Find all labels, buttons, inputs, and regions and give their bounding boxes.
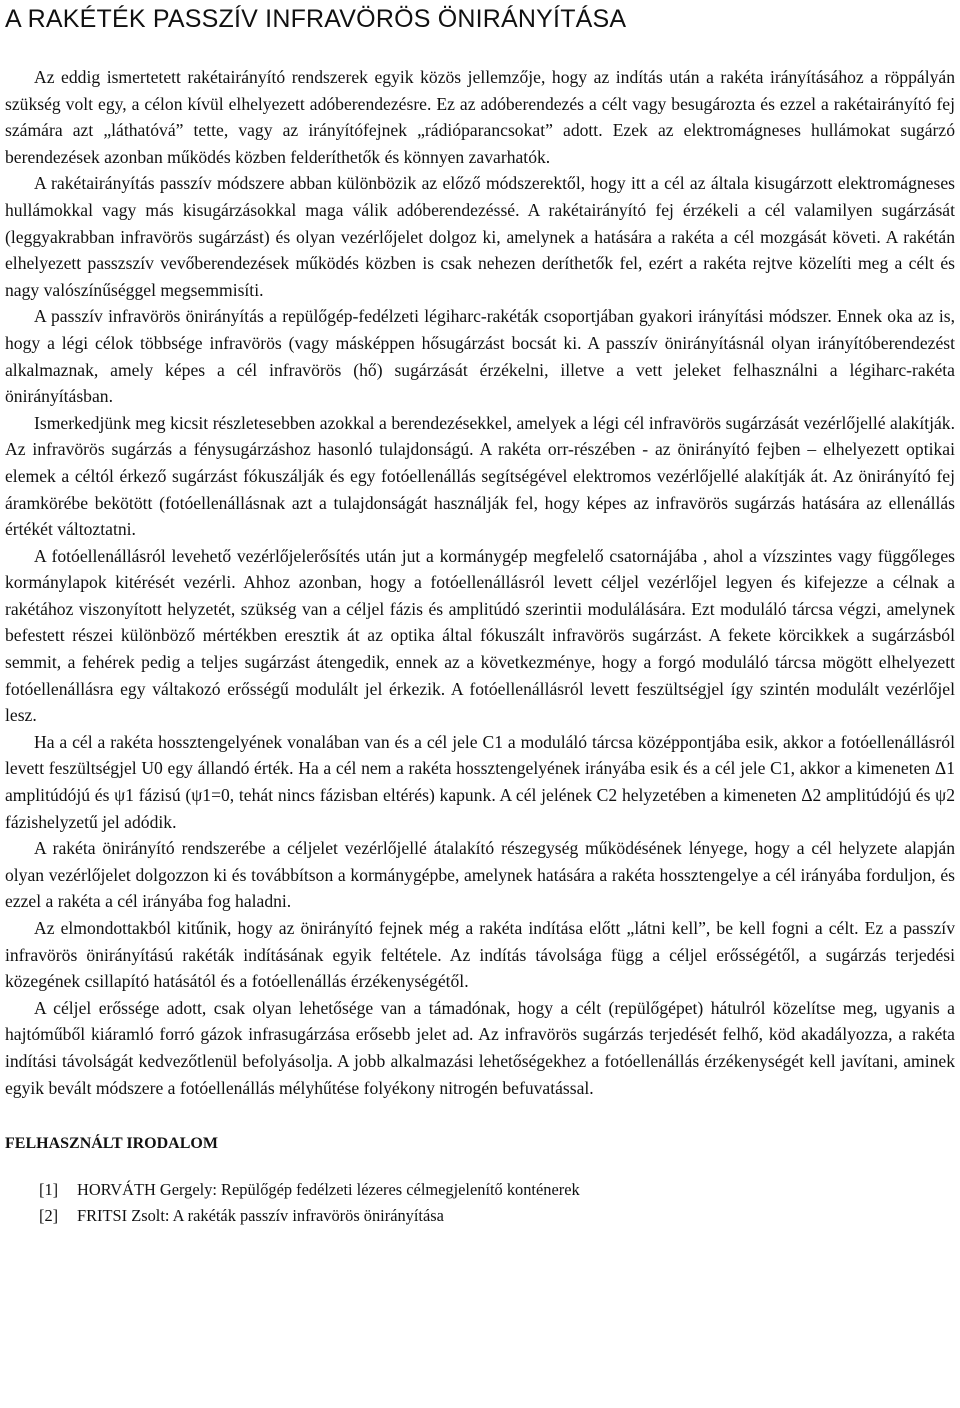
paragraph: A fotóellenállásról levehető vezérlőjelerősítés után jut a kormánygép megfelelő csatornájába , ahol a vízszintes vagy függőleges kormánylapok kitérését vezérli. Ahhoz azonban, hogy a fotóellenállásról levett céljel vezérlőjel legyen és kifejezze a célnak a rakétához viszonyított helyzetét, szükség van a céljel fázis és amplitúdó szerintii modulálására. Ezt moduláló tárcsa végzi, amelynek befestett részei különböző mértékben eresztik át az optika által fókuszált infravörös sugárzást. A fekete körcikkek a sugárzásból semmit, a fehérek pedig a teljes sugárzást átengedik, ennek az a következménye, hogy a forgó moduláló tárcsa mögött elhelyezett fotóellenállásra egy váltakozó erősségű modulált jel érkezik. A fotóellenállásról levett feszültségjel így szintén modulált vezérlőjel lesz.: [5, 545, 955, 726]
paragraph: A rakéta önirányító rendszerébe a céljelet vezérlőjellé átalakító részegység működésének lényege, hogy a cél helyzete alapján olyan vezérlőjelet dolgozzon ki és továbbítson a kormánygépbe, amelynek hatására a rakéta hossztengelye a cél irányába forduljon, és ezzel a rakéta a cél irányába fog haladni.: [5, 838, 955, 912]
references-heading: FELHASZNÁLT IRODALOM: [5, 1135, 218, 1153]
paragraph: Ismerkedjünk meg kicsit részletesebben azokkal a berendezésekkel, amelyek a légi cél infravörös sugárzását vezérlőjellé alakítják. Az infravörös sugárzás a fénysugárzáshoz hasonló tulajdonságú. A rakéta orr-részében - az önirányító fejben – elhelyezett optikai elemek a céltól érkező sugárzást fókuszálják és egy fotóellenállás segítségével elektromos vezérlőjellé alakítják át. Az önirányító fej áramkörébe bekötött (fotóellenállásnak azt a tulajdonságát használják fel, hogy képes az infravörös sugárzás hatására az ellenállás értékét változtatni.: [5, 412, 955, 540]
reference-number: [2]: [39, 1206, 59, 1226]
references-list: [5, 1177, 955, 1229]
reference-text: FRITSI Zsolt: A rakéták passzív infravörös önirányítása: [77, 1206, 444, 1226]
page-title: A RAKÉTÉK PASSZÍV INFRAVÖRÖS ÖNIRÁNYÍTÁSA: [5, 5, 627, 33]
reference-number: [1]: [39, 1180, 59, 1200]
paragraph: A céljel erőssége adott, csak olyan lehetősége van a támadónak, hogy a célt (repülőgépet) hátulról közelítse meg, ugyanis a hajtóműből kiáramló forró gázok infrasugárzása erősebb jelet ad. Az infravörös sugárzás terjedését felhő, köd akadályozza, a rakéta indítási távolságát kedvezőtlenül befolyásolja. A jobb alkalmazási lehetőségekhez a fotóellenállás érzékenységét kell javítani, aminek egyik bevált módszere a fotóellenállás mélyhűtése folyékony nitrogén befuvatással.: [5, 997, 955, 1098]
reference-item: [5, 1177, 955, 1203]
document-page: [5, 0, 955, 1229]
paragraph: Ha a cél a rakéta hossztengelyének vonalában van és a cél jele C1 a moduláló tárcsa középpontjába esik, akkor a fotóellenállásról levett feszültségjel U0 egy állandó érték. Ha a cél nem a rakéta hossztengelyének irányába esik és a cél jele C1, akkor a kimeneten Δ1 amplitúdójú és ψ1 fázisú (ψ1=0, tehát nincs fázisban eltérés) kapunk. A cél jelének C2 helyzetében a kimeneten Δ2 amplitúdójú és ψ2 fázishelyzetű jel adódik.: [5, 731, 955, 832]
paragraph: Az eddig ismertetett rakétairányító rendszerek egyik közös jellemzője, hogy az indítás után a rakéta irányításához a röppályán szükség volt egy, a célon kívül elhelyezett adóberendezésre. Ez az adóberendezés a célt vagy besugározta és ezzel a rakétairányító fej számára azt „láthatóvá” tette, vagy az irányítófejnek „rádióparancsokat” adott. Ezek az elektromágneses hullámokat sugárzó berendezések azonban működés közben felderíthetők és könnyen zavarhatók.: [5, 67, 955, 167]
paragraph: A passzív infravörös önirányítás a repülőgép-fedélzeti légiharc-rakéták csoportjában gyakori irányítási módszer. Ennek oka az is, hogy a légi célok többsége infravörös (vagy másképpen hősugárzást bocsát ki. A passzív önirányításnál olyan irányítóberendezést alkalmaznak, amely képes a cél infravörös (hő) sugárzását érzékelni, illetve a vett jeleket felhasználni a légiharc-rakéta önirányításban.: [5, 306, 955, 407]
paragraph: A rakétairányítás passzív módszere abban különbözik az előző módszerektől, hogy itt a cél az általa kisugárzott elektromágneses hullámokkal vagy más kisugárzásokkal maga válik adóberendezéssé. A rakétairányító fej érzékeli a cél valamilyen sugárzását (leggyakrabban infravörös sugárzást) és olyan vezérlőjelet dolgoz ki, amelynek a hatására a rakéta a cél mozgását követi. A rakétán elhelyezett passzszív vevőberendezések működés közben is csak nehezen deríthetők fel, ezért a rakéta rejtve közelíti meg a célt és nagy valószínűséggel megsemmisíti.: [5, 173, 955, 300]
reference-text: HORVÁTH Gergely: Repülőgép fedélzeti lézeres célmegjelenítő konténerek: [77, 1180, 580, 1200]
article-body: [5, 64, 955, 1101]
paragraph: Az elmondottakból kitűnik, hogy az önirányító fejnek még a rakéta indítása előtt „látni kell”, be kell fogni a célt. Ez a passzív infravörös önirányítású rakéták indításának egyik feltétele. Az indítás távolsága függ a céljel erősségétől, a sugárzás terjedési közegének csillapító hatásától és a fotóellenállás érzékenységétől.: [5, 918, 955, 992]
reference-item: [5, 1203, 955, 1229]
